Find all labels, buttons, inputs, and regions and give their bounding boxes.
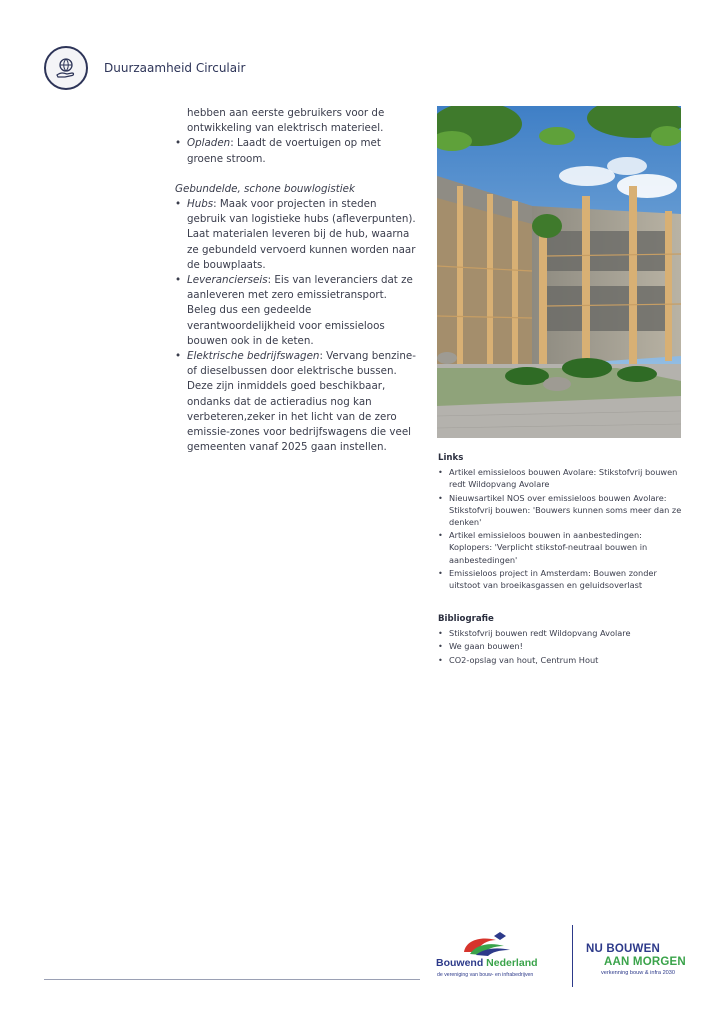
term: Hubs bbox=[187, 198, 214, 211]
nu-bouwen-logo-line2: AAN MORGEN bbox=[604, 956, 686, 968]
term: Leverancierseis bbox=[187, 274, 268, 287]
bibliography-item[interactable]: • We gaan bouwen! bbox=[438, 640, 683, 652]
link-item[interactable]: • Artikel emissieloos bouwen in aanbestedingen: Koplopers: 'Verplicht stikstof-neutraal bouwen in aanbestedingen' bbox=[438, 529, 683, 566]
brand-word: Nederland bbox=[486, 957, 538, 969]
bibliography-section bbox=[438, 613, 683, 667]
bibliography-item[interactable]: • CO2-opslag van hout, Centrum Hout bbox=[438, 654, 683, 666]
bibliography-heading: Bibliografie bbox=[438, 614, 494, 624]
page-title: Duurzaamheid Circulair bbox=[104, 61, 246, 75]
link-item[interactable]: • Artikel emissieloos bouwen Avolare: Stikstofvrij bouwen redt Wildopvang Avolare bbox=[438, 466, 683, 490]
list-item-bedrijfswagen bbox=[175, 349, 418, 455]
text-line: ontwikkeling van elektrisch materieel. bbox=[187, 122, 384, 135]
footer-divider bbox=[44, 979, 420, 980]
text-line: hebben aan eerste gebruikers voor de bbox=[187, 107, 385, 119]
nu-bouwen-tagline: verkenning bouw & infra 2030 bbox=[601, 970, 676, 976]
list-item-leverancierseis bbox=[175, 273, 418, 349]
bibliography-item[interactable]: • Stikstofvrij bouwen redt Wildopvang Avolare bbox=[438, 627, 683, 639]
links-list bbox=[438, 466, 683, 591]
section-heading: Gebundelde, schone bouwlogistiek bbox=[175, 182, 355, 195]
links-section bbox=[438, 452, 683, 592]
footer-vertical-divider bbox=[572, 925, 573, 987]
term: Opladen bbox=[187, 137, 231, 150]
description: : Laadt de voertuigen op met groene stroom. bbox=[187, 137, 381, 165]
bouwend-nederland-tagline: de vereniging van bouw- en infrabedrijven bbox=[437, 972, 534, 978]
link-item[interactable]: • Emissieloos project in Amsterdam: Bouwen zonder uitstoot van broeikasgassen en geluidsoverlast bbox=[438, 567, 683, 591]
term: Elektrische bedrijfswagen bbox=[187, 350, 320, 363]
description: : Vervang benzine- of dieselbussen door elektrische bussen. Deze zijn inmiddels goed beschikbaar, ondanks dat de actieradius nog kan verbeteren,zeker in het licht van de zero emissie-zones voor bedrijfswagens die veel gemeenten vanaf 2025 gaan instellen. bbox=[187, 350, 416, 454]
list-item-hubs bbox=[175, 197, 418, 273]
bouwend-nederland-name bbox=[436, 957, 538, 969]
opladen-list bbox=[175, 136, 418, 166]
nu-bouwen-logo-line1: NU BOUWEN bbox=[586, 943, 660, 955]
logistics-list bbox=[175, 197, 418, 455]
main-text-column bbox=[175, 106, 418, 455]
description: : Eis van leveranciers dat ze aanleveren met zero emissietransport. Beleg dus een gedeelde verantwoordelijkheid voor emissieloos bouwen ook in de keten. bbox=[187, 274, 413, 347]
hand-globe-icon bbox=[44, 46, 88, 90]
brand-word: Bouwend bbox=[436, 957, 487, 969]
link-item[interactable]: • Nieuwsartikel NOS over emissieloos bouwen Avolare: Stikstofvrij bouwen: 'Bouwers kunnen soms meer dan ze denken' bbox=[438, 492, 683, 529]
description: : Maak voor projecten in steden gebruik van logistieke hubs (afleverpunten). Laat materialen leveren bij de hub, waarna ze gebundeld vervoerd kunnen worden naar de bouwplaats. bbox=[187, 198, 416, 271]
building-photo bbox=[437, 106, 681, 438]
links-heading: Links bbox=[438, 453, 464, 463]
list-item-opladen bbox=[175, 136, 418, 166]
bibliography-list bbox=[438, 627, 683, 666]
page-header bbox=[44, 46, 245, 90]
